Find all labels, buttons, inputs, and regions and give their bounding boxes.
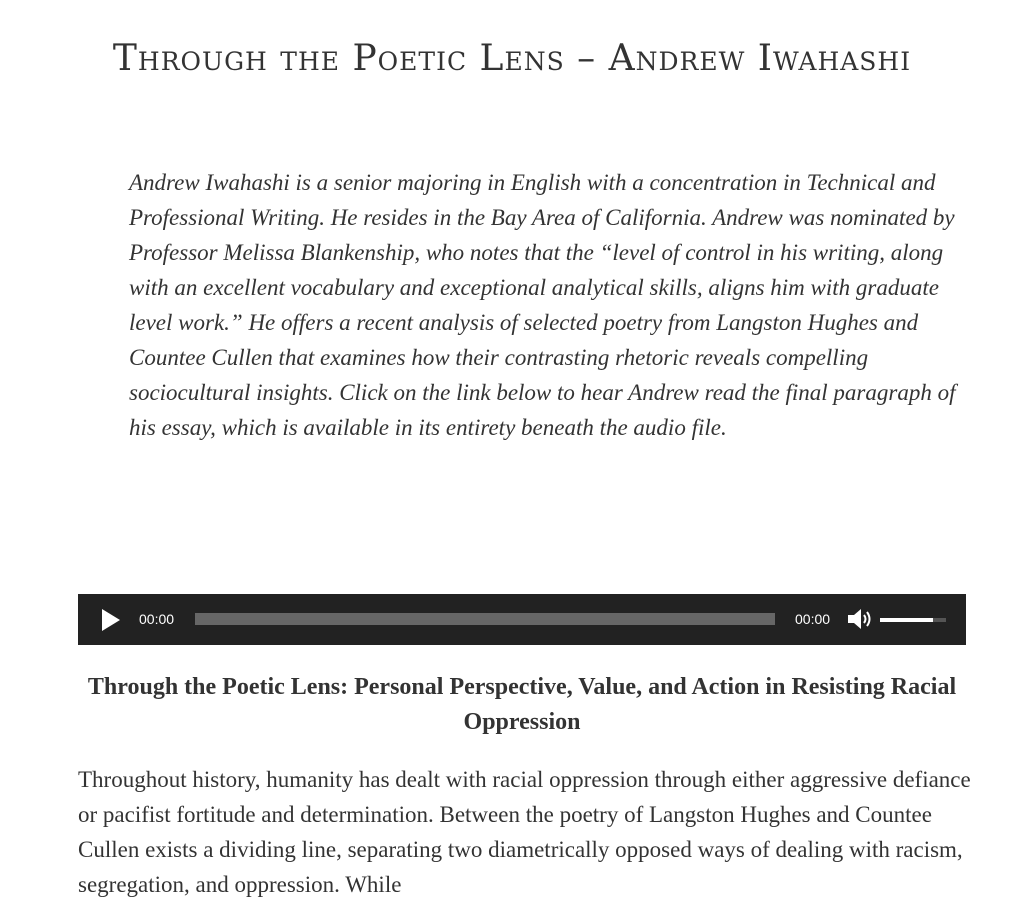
volume-slider[interactable] — [880, 618, 946, 622]
author-intro: Andrew Iwahashi is a senior majoring in English with a concentration in Technical and Professional Writing. He resides in the Bay Area of California. Andrew was nominated by Professor Melissa Blankenship, who notes that the “level of control in his writing, along with an excellent vocabulary and exceptional analytical skills, aligns him with graduate level work.” He offers a recent analysis of selected poetry from Langston Hughes and Countee Cullen that examines how their contrasting rhetoric reveals compelling sociocultural insights. Click on the link below to hear Andrew read the final paragraph of his essay, which is available in its entirety beneath the audio file. — [129, 170, 956, 440]
essay-title: Through the Poetic Lens: Personal Perspective, Value, and Action in Resisting Racial Oppression — [87, 674, 957, 735]
speaker-icon[interactable] — [847, 607, 873, 631]
current-time: 00:00 — [139, 611, 175, 627]
audio-player — [78, 594, 966, 645]
progress-slider[interactable] — [195, 613, 775, 625]
duration-time: 00:00 — [795, 611, 831, 627]
essay-paragraph: Throughout history, humanity has dealt with racial oppression through either aggressive defiance or pacifist fortitude and determination. Between the poetry of Langston Hughes and Countee Cullen exists a dividing line, separating two diametrically opposed ways of dealing with racism, segregation, and oppression. While — [78, 767, 971, 897]
page-title: Through the Poetic Lens – Andrew Iwahashi — [112, 38, 912, 79]
play-icon[interactable] — [102, 609, 120, 631]
volume-fill — [880, 618, 933, 622]
